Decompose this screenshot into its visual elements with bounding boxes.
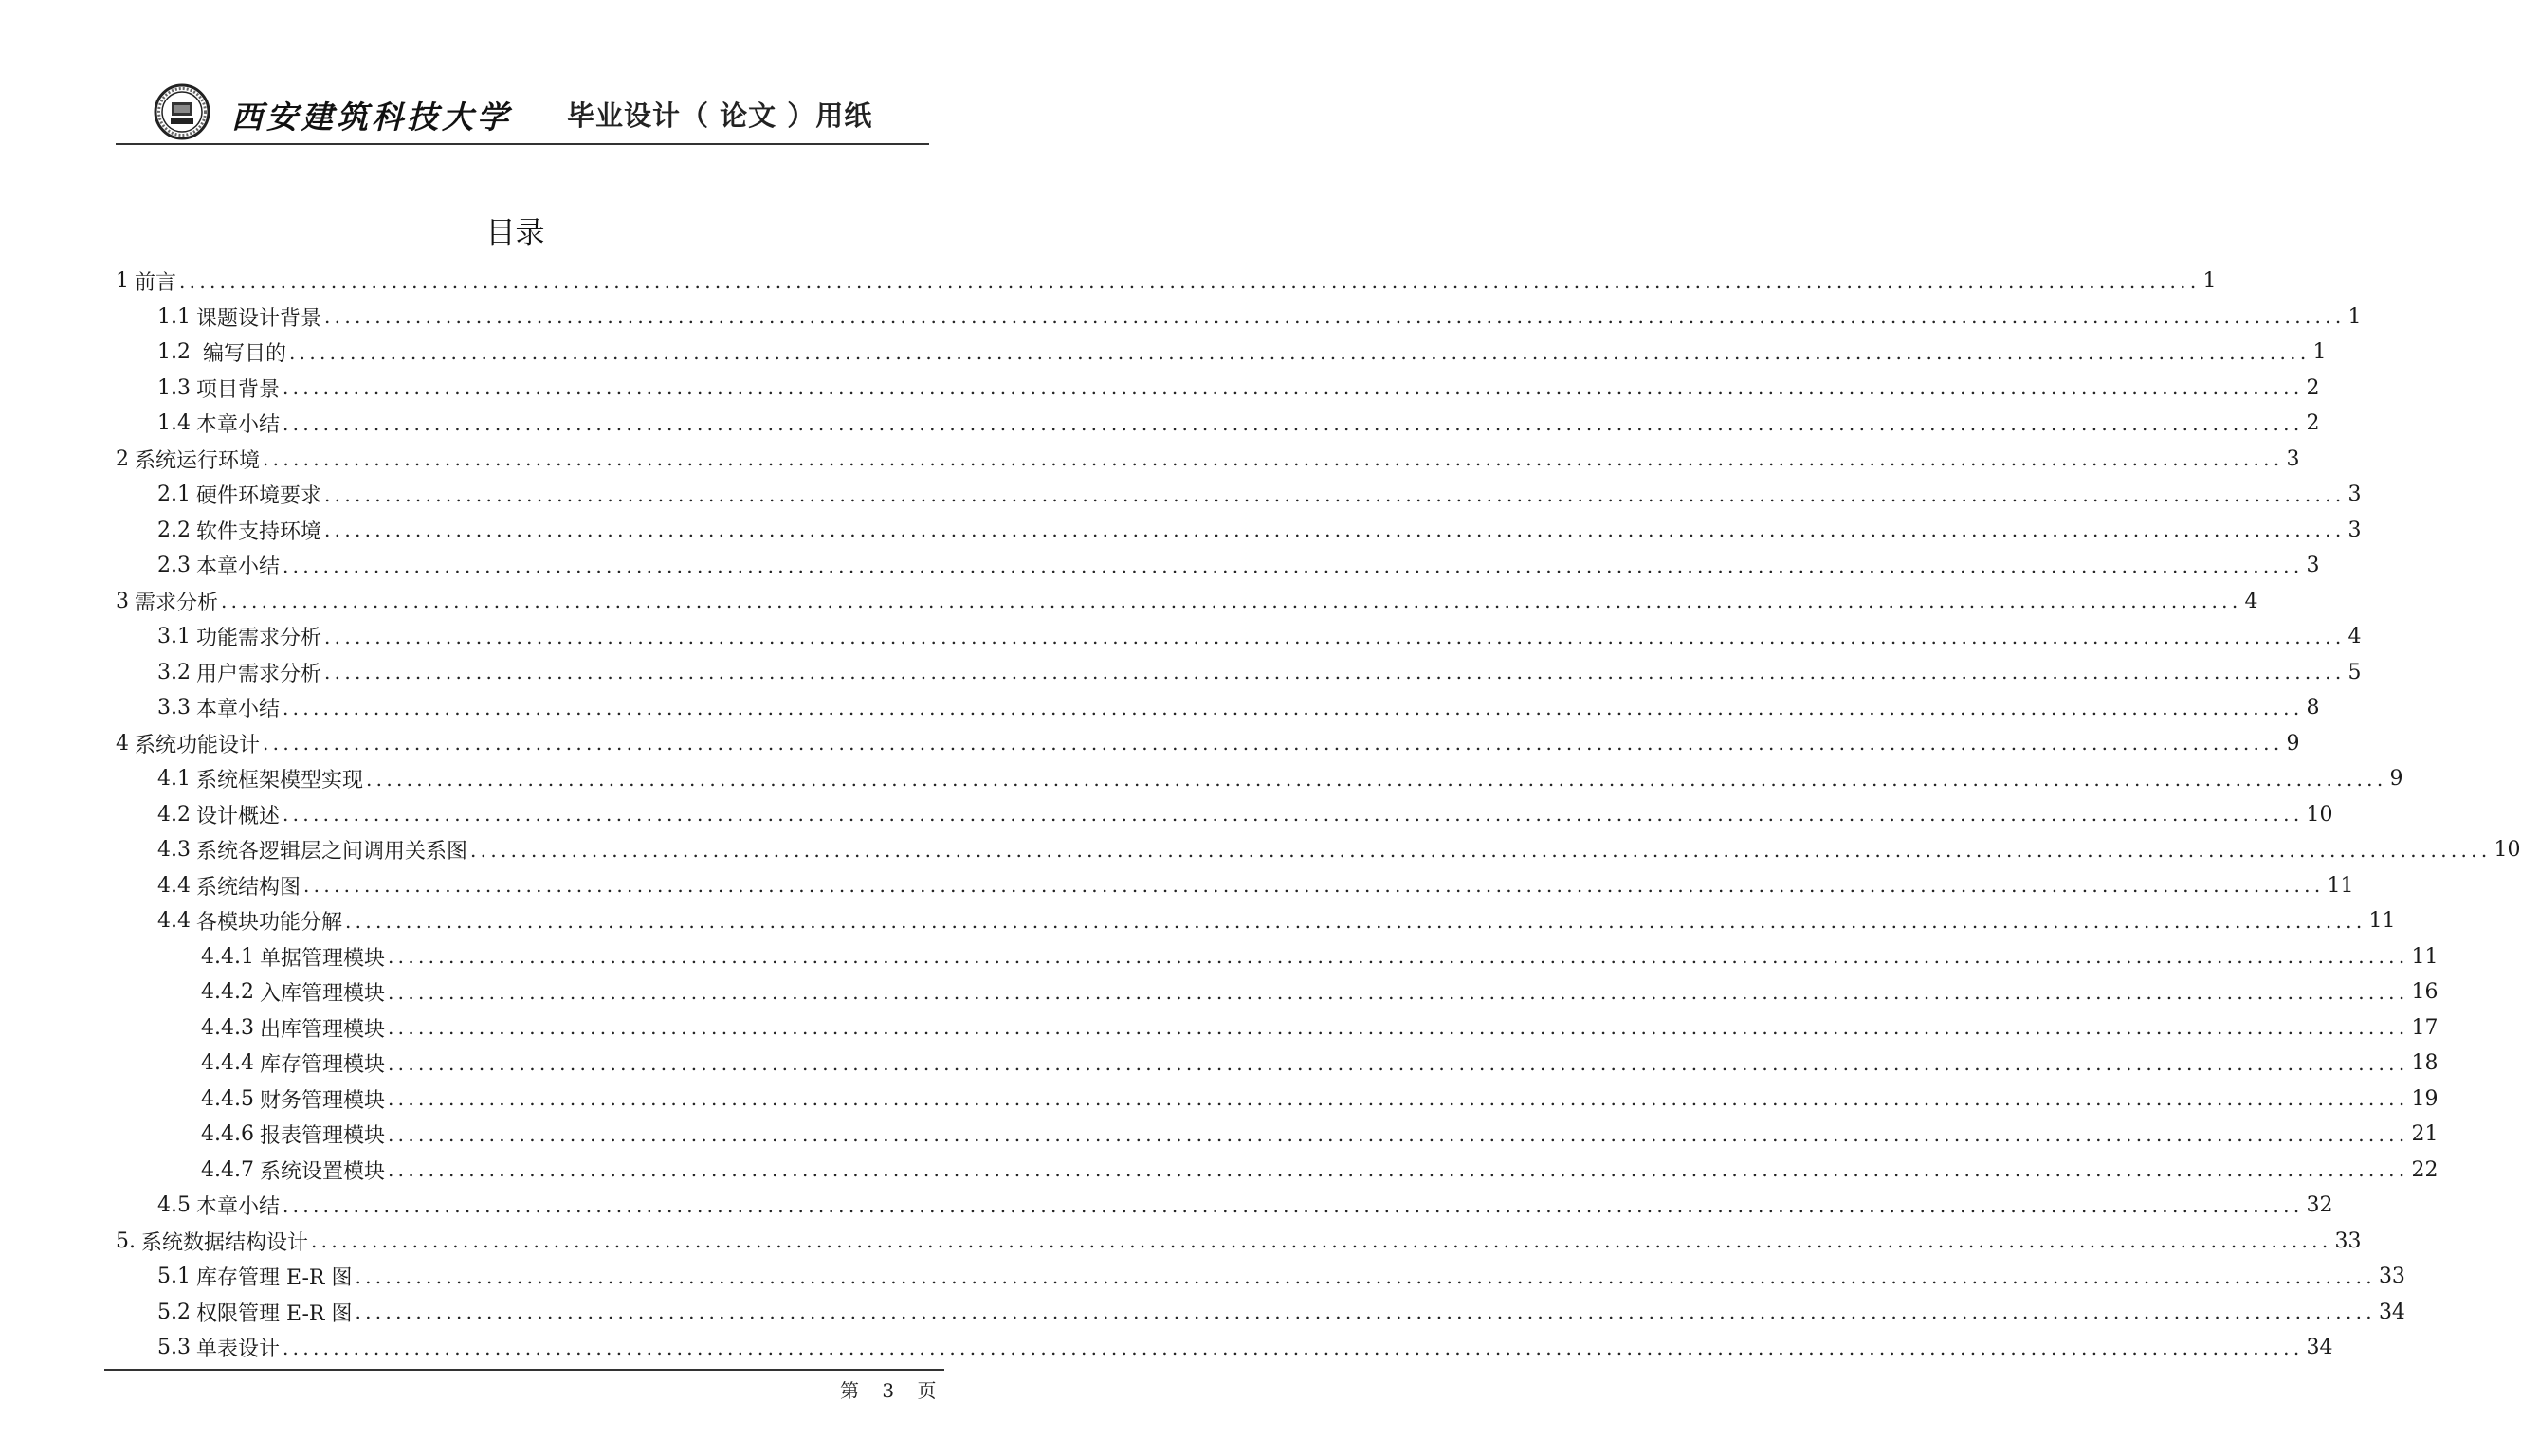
university-seal-icon	[154, 83, 210, 140]
toc-entry-page: 10	[2306, 802, 2333, 827]
toc-leader-dots: ........................................................................................................................................................................................................	[388, 1122, 2409, 1146]
toc-entry-number: 4.4.2	[201, 980, 254, 1005]
toc-entry[interactable]	[116, 300, 2362, 336]
toc-entry-number: 4.4	[157, 873, 191, 898]
page-footer	[834, 1375, 944, 1403]
toc-entry[interactable]	[116, 335, 2327, 371]
toc-entry[interactable]	[116, 513, 2362, 549]
toc-leader-dots: ........................................................................................................................................................................................................	[388, 1051, 2409, 1075]
toc-entry-title: 课题设计背景	[196, 306, 322, 331]
toc-entry-title: 报表管理模块	[259, 1124, 385, 1149]
footer-suffix: 页	[917, 1379, 940, 1402]
toc-entry-title: 本章小结	[196, 698, 281, 722]
toc-entry-page: 4	[2347, 625, 2362, 649]
toc-entry[interactable]	[116, 548, 2320, 584]
toc-entry-page: 17	[2411, 1015, 2439, 1040]
toc-leader-dots: ........................................................................................................................................................................................................	[324, 625, 2346, 648]
toc-leader-dots: ........................................................................................................................................................................................................	[303, 874, 2325, 898]
university-name: 西安建筑科技大学	[231, 99, 512, 136]
toc-entry[interactable]	[116, 690, 2320, 726]
toc-entry[interactable]	[116, 868, 2354, 904]
toc-entry-number: 4	[116, 731, 129, 755]
toc-entry-page: 11	[2411, 944, 2439, 969]
toc-entry[interactable]	[116, 726, 2300, 762]
toc-leader-dots: ........................................................................................................................................................................................................	[388, 1087, 2409, 1111]
toc-entry-page: 34	[2378, 1300, 2405, 1324]
toc-entry-page: 34	[2306, 1336, 2333, 1360]
toc-entry-page: 1	[2347, 304, 2362, 329]
toc-entry-number: 1.2	[157, 340, 191, 365]
toc-entry[interactable]	[116, 406, 2320, 442]
toc-leader-dots: ........................................................................................................................................................................................................	[324, 661, 2346, 684]
toc-entry[interactable]	[116, 442, 2300, 478]
toc-entry-title: 入库管理模块	[259, 982, 385, 1007]
toc-leader-dots: ........................................................................................................................................................................................................	[283, 376, 2304, 400]
toc-entry-number: 3	[116, 589, 129, 613]
toc-entry-page: 33	[2378, 1265, 2405, 1289]
toc-entry-number: 4.2	[157, 802, 191, 827]
toc-entry[interactable]	[116, 1188, 2333, 1224]
toc-entry-page: 16	[2411, 980, 2439, 1005]
toc-entry-number: 4.4.6	[201, 1122, 254, 1147]
toc-leader-dots: ........................................................................................................................................................................................................	[283, 1193, 2304, 1217]
toc-leader-dots: ........................................................................................................................................................................................................	[355, 1301, 2376, 1324]
toc-entry-title: 设计概述	[196, 804, 281, 828]
header-divider	[116, 143, 929, 145]
toc-entry[interactable]	[116, 1046, 2439, 1082]
toc-entry-title: 系统结构图	[196, 875, 301, 900]
toc-entry-page: 2	[2306, 375, 2320, 400]
toc-entry-title: 系统各逻辑层之间调用关系图	[196, 840, 468, 864]
footer-page-number: 3	[882, 1379, 898, 1402]
toc-leader-dots: ........................................................................................................................................................................................................	[179, 269, 2201, 293]
toc-entry-page: 8	[2306, 696, 2320, 720]
toc-entry-title: 系统运行环境	[135, 448, 261, 473]
toc-entry-title: 财务管理模块	[259, 1088, 385, 1113]
toc-entry[interactable]	[116, 477, 2362, 513]
toc-entry-number: 5.	[116, 1228, 136, 1253]
toc-entry-page: 11	[2368, 909, 2396, 934]
toc-entry[interactable]	[116, 264, 2217, 300]
toc-title: 目录	[485, 216, 545, 250]
toc-entry-number: 4.4.1	[201, 944, 254, 969]
footer-prefix: 第	[840, 1379, 862, 1402]
toc-entry-number: 1.4	[157, 411, 191, 436]
toc-entry[interactable]	[116, 1330, 2333, 1366]
toc-entry[interactable]	[116, 619, 2362, 655]
toc-entry-page: 3	[2306, 554, 2320, 578]
toc-entry-page: 5	[2347, 660, 2362, 684]
toc-entry-title: 单表设计	[196, 1338, 281, 1362]
toc-leader-dots: ........................................................................................................................................................................................................	[283, 803, 2304, 827]
toc-entry-title: 功能需求分析	[196, 627, 322, 651]
toc-entry-title: 系统数据结构设计	[141, 1230, 309, 1255]
toc-entry-page: 1	[2312, 340, 2327, 365]
toc-entry-title: 单据管理模块	[259, 946, 385, 971]
toc-entry-title: 编写目的	[196, 342, 286, 367]
toc-entry-title: 本章小结	[196, 413, 281, 438]
toc-entry[interactable]	[116, 1295, 2405, 1331]
toc-entry-number: 2.1	[157, 482, 191, 507]
toc-entry[interactable]	[116, 1153, 2439, 1189]
toc-entry-number: 4.4.7	[201, 1157, 254, 1182]
toc-entry[interactable]	[116, 1010, 2439, 1046]
toc-entry-number: 3.1	[157, 625, 191, 649]
toc-leader-dots: ........................................................................................................................................................................................................	[388, 980, 2409, 1004]
toc-leader-dots: ........................................................................................................................................................................................................	[221, 590, 2242, 613]
toc-leader-dots: ........................................................................................................................................................................................................	[311, 1229, 2332, 1253]
toc-entry[interactable]	[116, 832, 2521, 868]
toc-entry-page: 21	[2411, 1122, 2439, 1147]
toc-entry-number: 4.4.4	[201, 1051, 254, 1076]
toc-entry[interactable]	[116, 371, 2320, 407]
toc-entry-page: 10	[2494, 838, 2521, 863]
toc-entry-page: 9	[2286, 731, 2300, 755]
toc-entry[interactable]	[116, 761, 2403, 797]
toc-leader-dots: ........................................................................................................................................................................................................	[289, 340, 2311, 364]
toc-leader-dots: ........................................................................................................................................................................................................	[355, 1265, 2376, 1288]
toc-entry-title: 本章小结	[196, 555, 281, 580]
toc-entry[interactable]	[116, 1117, 2439, 1153]
toc-leader-dots: ........................................................................................................................................................................................................	[283, 411, 2304, 435]
toc-entry-title: 需求分析	[135, 591, 219, 615]
table-of-contents	[116, 264, 2521, 1366]
toc-entry-title: 系统功能设计	[135, 733, 261, 757]
toc-entry-number: 2.2	[157, 518, 191, 542]
toc-entry-title: 各模块功能分解	[196, 911, 343, 936]
toc-leader-dots: ........................................................................................................................................................................................................	[345, 909, 2366, 933]
toc-entry-title: 本章小结	[196, 1195, 281, 1220]
toc-leader-dots: ........................................................................................................................................................................................................	[388, 1016, 2409, 1040]
toc-entry-page: 22	[2411, 1157, 2439, 1182]
toc-entry-title: 用户需求分析	[196, 662, 322, 686]
toc-entry-title: 系统设置模块	[259, 1159, 385, 1184]
toc-entry-number: 5.1	[157, 1265, 191, 1289]
toc-entry-page: 3	[2286, 446, 2300, 471]
toc-entry-number: 4.5	[157, 1193, 191, 1218]
toc-entry-number: 4.4.5	[201, 1086, 254, 1111]
toc-entry[interactable]	[116, 1224, 2362, 1260]
footer-divider	[104, 1369, 944, 1371]
toc-entry-page: 11	[2327, 873, 2354, 898]
toc-leader-dots: ........................................................................................................................................................................................................	[283, 1336, 2304, 1359]
toc-entry-title: 库存管理模块	[259, 1053, 385, 1078]
toc-entry-number: 1.1	[157, 304, 191, 329]
toc-entry[interactable]	[116, 1082, 2439, 1118]
toc-entry-number: 4.4	[157, 909, 191, 934]
toc-entry[interactable]	[116, 974, 2439, 1010]
toc-entry-title: 出库管理模块	[259, 1017, 385, 1042]
toc-entry-number: 3.2	[157, 660, 191, 684]
toc-leader-dots: ........................................................................................................................................................................................................	[283, 554, 2304, 577]
toc-entry[interactable]	[116, 797, 2333, 833]
toc-entry-number: 2	[116, 446, 129, 471]
toc-entry-page: 33	[2334, 1228, 2362, 1253]
toc-entry-title: 库存管理 E-R 图	[196, 1266, 353, 1291]
toc-leader-dots: ........................................................................................................................................................................................................	[324, 519, 2346, 542]
toc-entry[interactable]	[116, 584, 2258, 620]
toc-leader-dots: ........................................................................................................................................................................................................	[283, 696, 2304, 719]
toc-entry-number: 1.3	[157, 375, 191, 400]
toc-entry-page: 3	[2347, 518, 2362, 542]
toc-entry-number: 1	[116, 269, 129, 294]
toc-entry-number: 4.1	[157, 767, 191, 792]
toc-entry[interactable]	[116, 903, 2396, 939]
toc-entry-number: 4.3	[157, 838, 191, 863]
toc-leader-dots: ........................................................................................................................................................................................................	[366, 767, 2387, 791]
toc-leader-dots: ........................................................................................................................................................................................................	[388, 1158, 2409, 1182]
toc-leader-dots: ........................................................................................................................................................................................................	[388, 945, 2409, 969]
toc-entry-page: 18	[2411, 1051, 2439, 1076]
toc-leader-dots: ........................................................................................................................................................................................................	[470, 838, 2492, 862]
toc-entry-title: 权限管理 E-R 图	[196, 1301, 353, 1326]
toc-entry-page: 19	[2411, 1086, 2439, 1111]
toc-leader-dots: ........................................................................................................................................................................................................	[263, 732, 2284, 755]
toc-entry-page: 1	[2202, 269, 2217, 294]
toc-leader-dots: ........................................................................................................................................................................................................	[324, 482, 2346, 506]
toc-entry-page: 9	[2389, 767, 2403, 792]
toc-leader-dots: ........................................................................................................................................................................................................	[263, 447, 2284, 471]
toc-entry-number: 3.3	[157, 696, 191, 720]
toc-entry-number: 4.4.3	[201, 1015, 254, 1040]
paper-type-label: 毕业设计（ 论文 ）用纸	[567, 100, 873, 132]
toc-entry-number: 5.2	[157, 1300, 191, 1324]
toc-entry-title: 项目背景	[196, 377, 281, 402]
toc-entry-title: 硬件环境要求	[196, 484, 322, 509]
toc-entry[interactable]	[116, 939, 2439, 975]
toc-entry[interactable]	[116, 1259, 2405, 1295]
page-header	[116, 78, 929, 144]
toc-entry-number: 2.3	[157, 554, 191, 578]
toc-entry-page: 2	[2306, 411, 2320, 436]
toc-entry[interactable]	[116, 655, 2362, 691]
toc-entry-page: 4	[2244, 589, 2258, 613]
toc-entry-page: 3	[2347, 482, 2362, 507]
toc-entry-title: 前言	[135, 271, 177, 296]
toc-entry-title: 软件支持环境	[196, 519, 322, 544]
toc-entry-page: 32	[2306, 1193, 2333, 1218]
toc-entry-number: 5.3	[157, 1336, 191, 1360]
toc-entry-title: 系统框架模型实现	[196, 769, 364, 793]
toc-leader-dots: ........................................................................................................................................................................................................	[324, 305, 2346, 329]
